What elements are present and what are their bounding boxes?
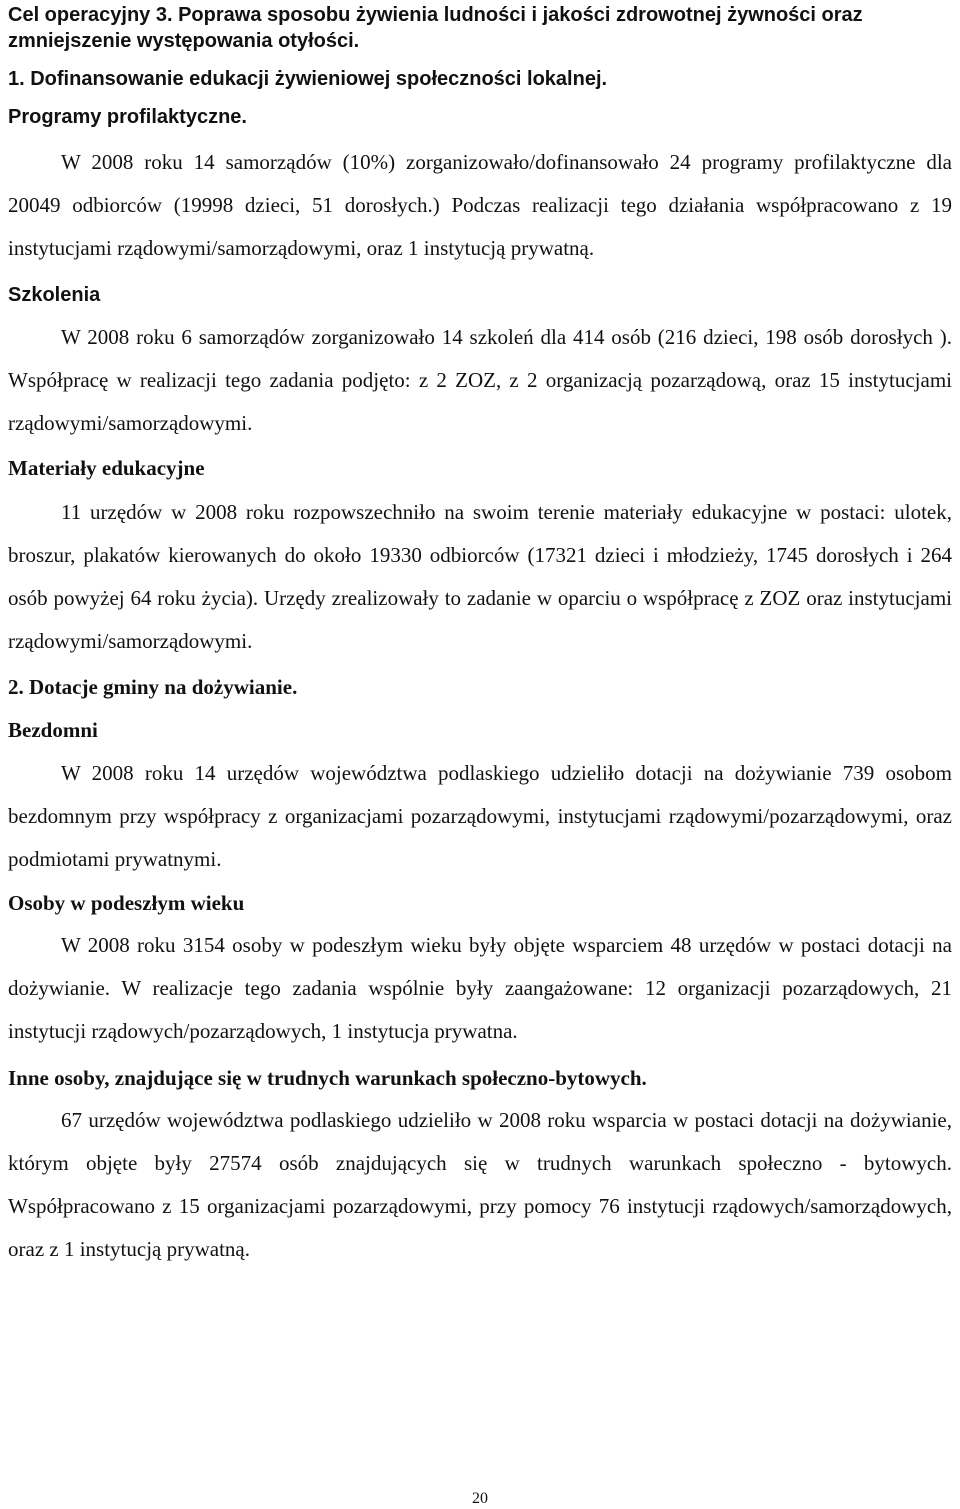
section-2-heading: 2. Dotacje gminy na dożywianie. bbox=[8, 675, 298, 699]
programs-heading: Programy profilaktyczne. bbox=[8, 106, 247, 128]
training-paragraph: W 2008 roku 6 samorządów zorganizowało 14 szkoleń dla 414 osób (216 dzieci, 198 osób dorosłych ). Współpracę w realizacji tego zadania podjęto: z 2 ZOZ, z 2 organizacją pozarządową, oraz 15 instytucjami rządowymi/samorządowymi. bbox=[8, 325, 952, 435]
others-paragraph: 67 urzędów województwa podlaskiego udzieliło w 2008 roku wsparcia w postaci dotacji na dożywianie, którym objęte były 27574 osób znajdujących się w trudnych warunkach społeczno - bytowych. Współpracowano z 15 organizacjami pozarządowymi, przy pomocy 76 instytucji rządowych/samorządowych, oraz z 1 instytucją prywatną. bbox=[8, 1108, 952, 1261]
elderly-heading: Osoby w podeszłym wieku bbox=[8, 891, 245, 915]
training-heading: Szkolenia bbox=[8, 284, 101, 306]
page-number: 20 bbox=[472, 1490, 488, 1507]
homeless-heading: Bezdomni bbox=[8, 718, 98, 742]
elderly-paragraph: W 2008 roku 3154 osoby w podeszłym wieku były objęte wsparciem 48 urzędów w postaci dotacji na dożywianie. W realizacje tego zadania wspólnie były zaangażowane: 12 organizacji pozarządowych, 21 instytucji rządowych/pozarządowych, 1 instytucja prywatna. bbox=[8, 933, 952, 1043]
materials-paragraph: 11 urzędów w 2008 roku rozpowszechniło na swoim terenie materiały edukacyjne w postaci: ulotek, broszur, plakatów kierowanych do około 19330 odbiorców (17321 dzieci i młodzieży, 1745 dorosłych i 264 osób powyżej 64 roku życia). Urzędy zrealizowały to zadanie w oparciu o współpracę z ZOZ oraz instytucjami rządowymi/samorządowymi. bbox=[8, 500, 952, 653]
section-1-heading: 1. Dofinansowanie edukacji żywieniowej społeczności lokalnej. bbox=[8, 68, 608, 90]
programs-paragraph: W 2008 roku 14 samorządów (10%) zorganizowało/dofinansowało 24 programy profilaktyczne dla 20049 odbiorców (19998 dzieci, 51 dorosłych.) Podczas realizacji tego działania współpracowano z 19 instytucjami rządowymi/samorządowymi, oraz 1 instytucją prywatną. bbox=[8, 150, 952, 260]
materials-heading: Materiały edukacyjne bbox=[8, 456, 205, 480]
homeless-paragraph: W 2008 roku 14 urzędów województwa podlaskiego udzieliło dotacji na dożywianie 739 osobom bezdomnym przy współpracy z organizacjami pozarządowymi, instytucjami rządowymi/pozarządowymi, oraz podmiotami prywatnymi. bbox=[8, 761, 952, 871]
operational-goal-heading: Cel operacyjny 3. Poprawa sposobu żywienia ludności i jakości zdrowotnej żywności oraz zmniejszenie występowania otyłości. bbox=[8, 4, 863, 52]
others-heading: Inne osoby, znajdujące się w trudnych warunkach społeczno-bytowych. bbox=[8, 1066, 647, 1090]
